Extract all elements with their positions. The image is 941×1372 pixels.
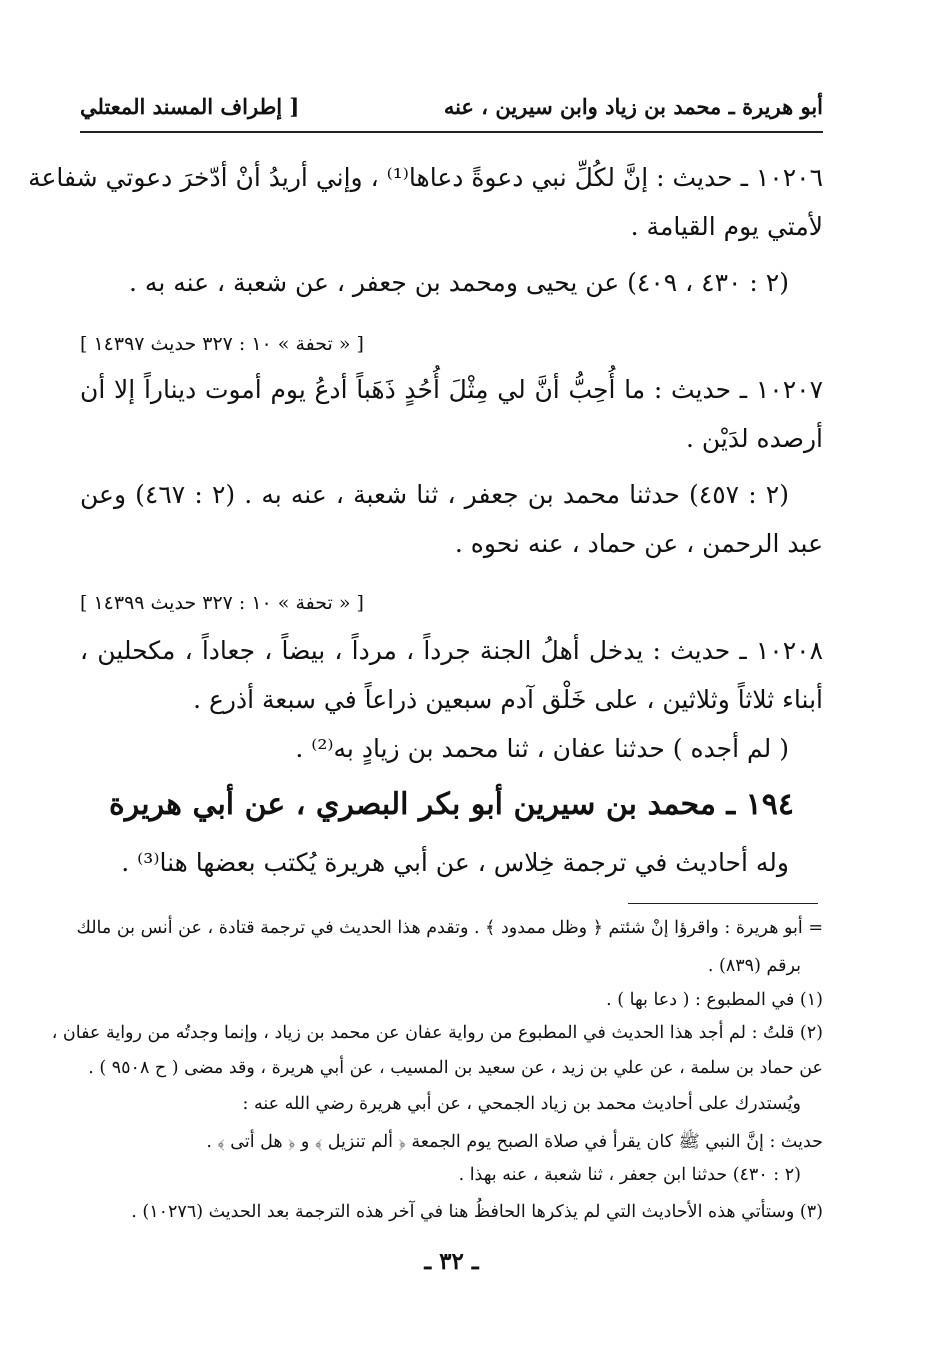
hadith-10208-line-1: ١٠٢٠٨ ـ حديث : يدخل أهلُ الجنة جرداً ، مرداً ، بيضاً ، جعاداً ، مكحلين ، — [80, 636, 823, 665]
header-title: أبو هريرة ـ محمد بن زياد وابن سيرين ، عنه — [443, 94, 823, 119]
running-header — [80, 94, 823, 119]
section-note: وله أحاديث في ترجمة خِلاس ، عن أبي هريرة يُكتب بعضها هنا⁽³⁾ . — [121, 848, 789, 877]
hadith-10206-line-1: ١٠٢٠٦ ـ حديث : إنَّ لكُلِّ نبي دعوةً دعاها⁽¹⁾ ، وإني أريدُ أنْ أدّخرَ دعوتي شفاعة — [28, 163, 823, 192]
footnote-2-line-1: (٢) قلتُ : لم أجد هذا الحديث في المطبوع من رواية عفان عن محمد بن زياد ، وإنما وجدتُه من رواية عفان ، — [51, 1023, 823, 1043]
hadith-10206-line-2: لأمتي يوم القيامة . — [630, 212, 823, 241]
footnote-2-line-4: حديث : إنَّ النبي ﷺ كان يقرأ في صلاة الصبح يوم الجمعة ﴿ ألم تنزيل ﴾ و ﴿ هل أتى ﴾ . — [206, 1132, 823, 1152]
footnote-2-line-5: (٢ : ٤٣٠) حدثنا ابن جعفر ، ثنا شعبة ، عنه بهذا . — [458, 1165, 801, 1185]
hadith-10208-sanad: ( لم أجده ) حدثنا عفان ، ثنا محمد بن زيادٍ به⁽²⁾ . — [295, 734, 789, 763]
hadith-10206-tuhfa-ref: [ « تحفة » ١٠ : ٣٢٧ حديث ١٤٣٩٧ ] — [80, 333, 364, 355]
page-number: ـ ٣٢ ـ — [424, 1248, 479, 1275]
hadith-10207-tuhfa-ref: [ « تحفة » ١٠ : ٣٢٧ حديث ١٤٣٩٩ ] — [80, 592, 364, 614]
footnote-continued-line-1: = أبو هريرة : واقرؤا إنْ شئتم ﴿ وظل ممدود ﴾ . وتقدم هذا الحديث في ترجمة قتادة ، عن أنس بن مالك — [76, 918, 823, 938]
hadith-10207-sanad-line-2: عبد الرحمن ، عن حماد ، عنه نحوه . — [454, 529, 823, 558]
footnote-2-line-2: عن حماد بن سلمة ، عن علي بن زيد ، عن سعيد بن المسيب ، عن أبي هريرة ، وقد مضى ( ح ٩٥٠٨ ) . — [88, 1058, 823, 1078]
header-book-name: [ إطراف المسند المعتلي — [80, 94, 300, 119]
hadith-10208-line-2: أبناء ثلاثاً وثلاثين ، على خَلْق آدم سبعين ذراعاً في سبعة أذرع . — [193, 685, 823, 714]
hadith-10207-sanad-line-1: (٢ : ٤٥٧) حدثنا محمد بن جعفر ، ثنا شعبة ، عنه به . (٢ : ٤٦٧) وعن — [80, 480, 789, 509]
footnote-continued-line-2: برقم (٨٣٩) . — [707, 956, 801, 976]
hadith-10207-line-2: أرصده لدَيْن . — [685, 424, 823, 453]
hadith-10207-line-1: ١٠٢٠٧ ـ حديث : ما أُحِبُّ أنَّ لي مِثْلَ أُحُدٍ ذَهَباً أدعُ يوم أموت ديناراً إلا أن — [80, 375, 823, 404]
hadith-10206-sanad: (٢ : ٤٣٠ ، ٤٠٩) عن يحيى ومحمد بن جعفر ، عن شعبة ، عنه به . — [129, 268, 789, 297]
footnote-2-line-3: ويُستدرك على أحاديث محمد بن زياد الجمحي ، عن أبي هريرة رضي الله عنه : — [242, 1094, 801, 1114]
footnote-3: (٣) وستأتي هذه الأحاديث التي لم يذكرها الحافظُ هنا في آخر هذه الترجمة بعد الحديث (١٠٢٧٦) . — [131, 1202, 823, 1222]
header-rule — [80, 131, 823, 133]
footnote-1: (١) في المطبوع : ( دعا بها ) . — [606, 990, 823, 1010]
section-heading: ١٩٤ ـ محمد بن سيرين أبو بكر البصري ، عن أبي هريرة — [109, 787, 794, 822]
